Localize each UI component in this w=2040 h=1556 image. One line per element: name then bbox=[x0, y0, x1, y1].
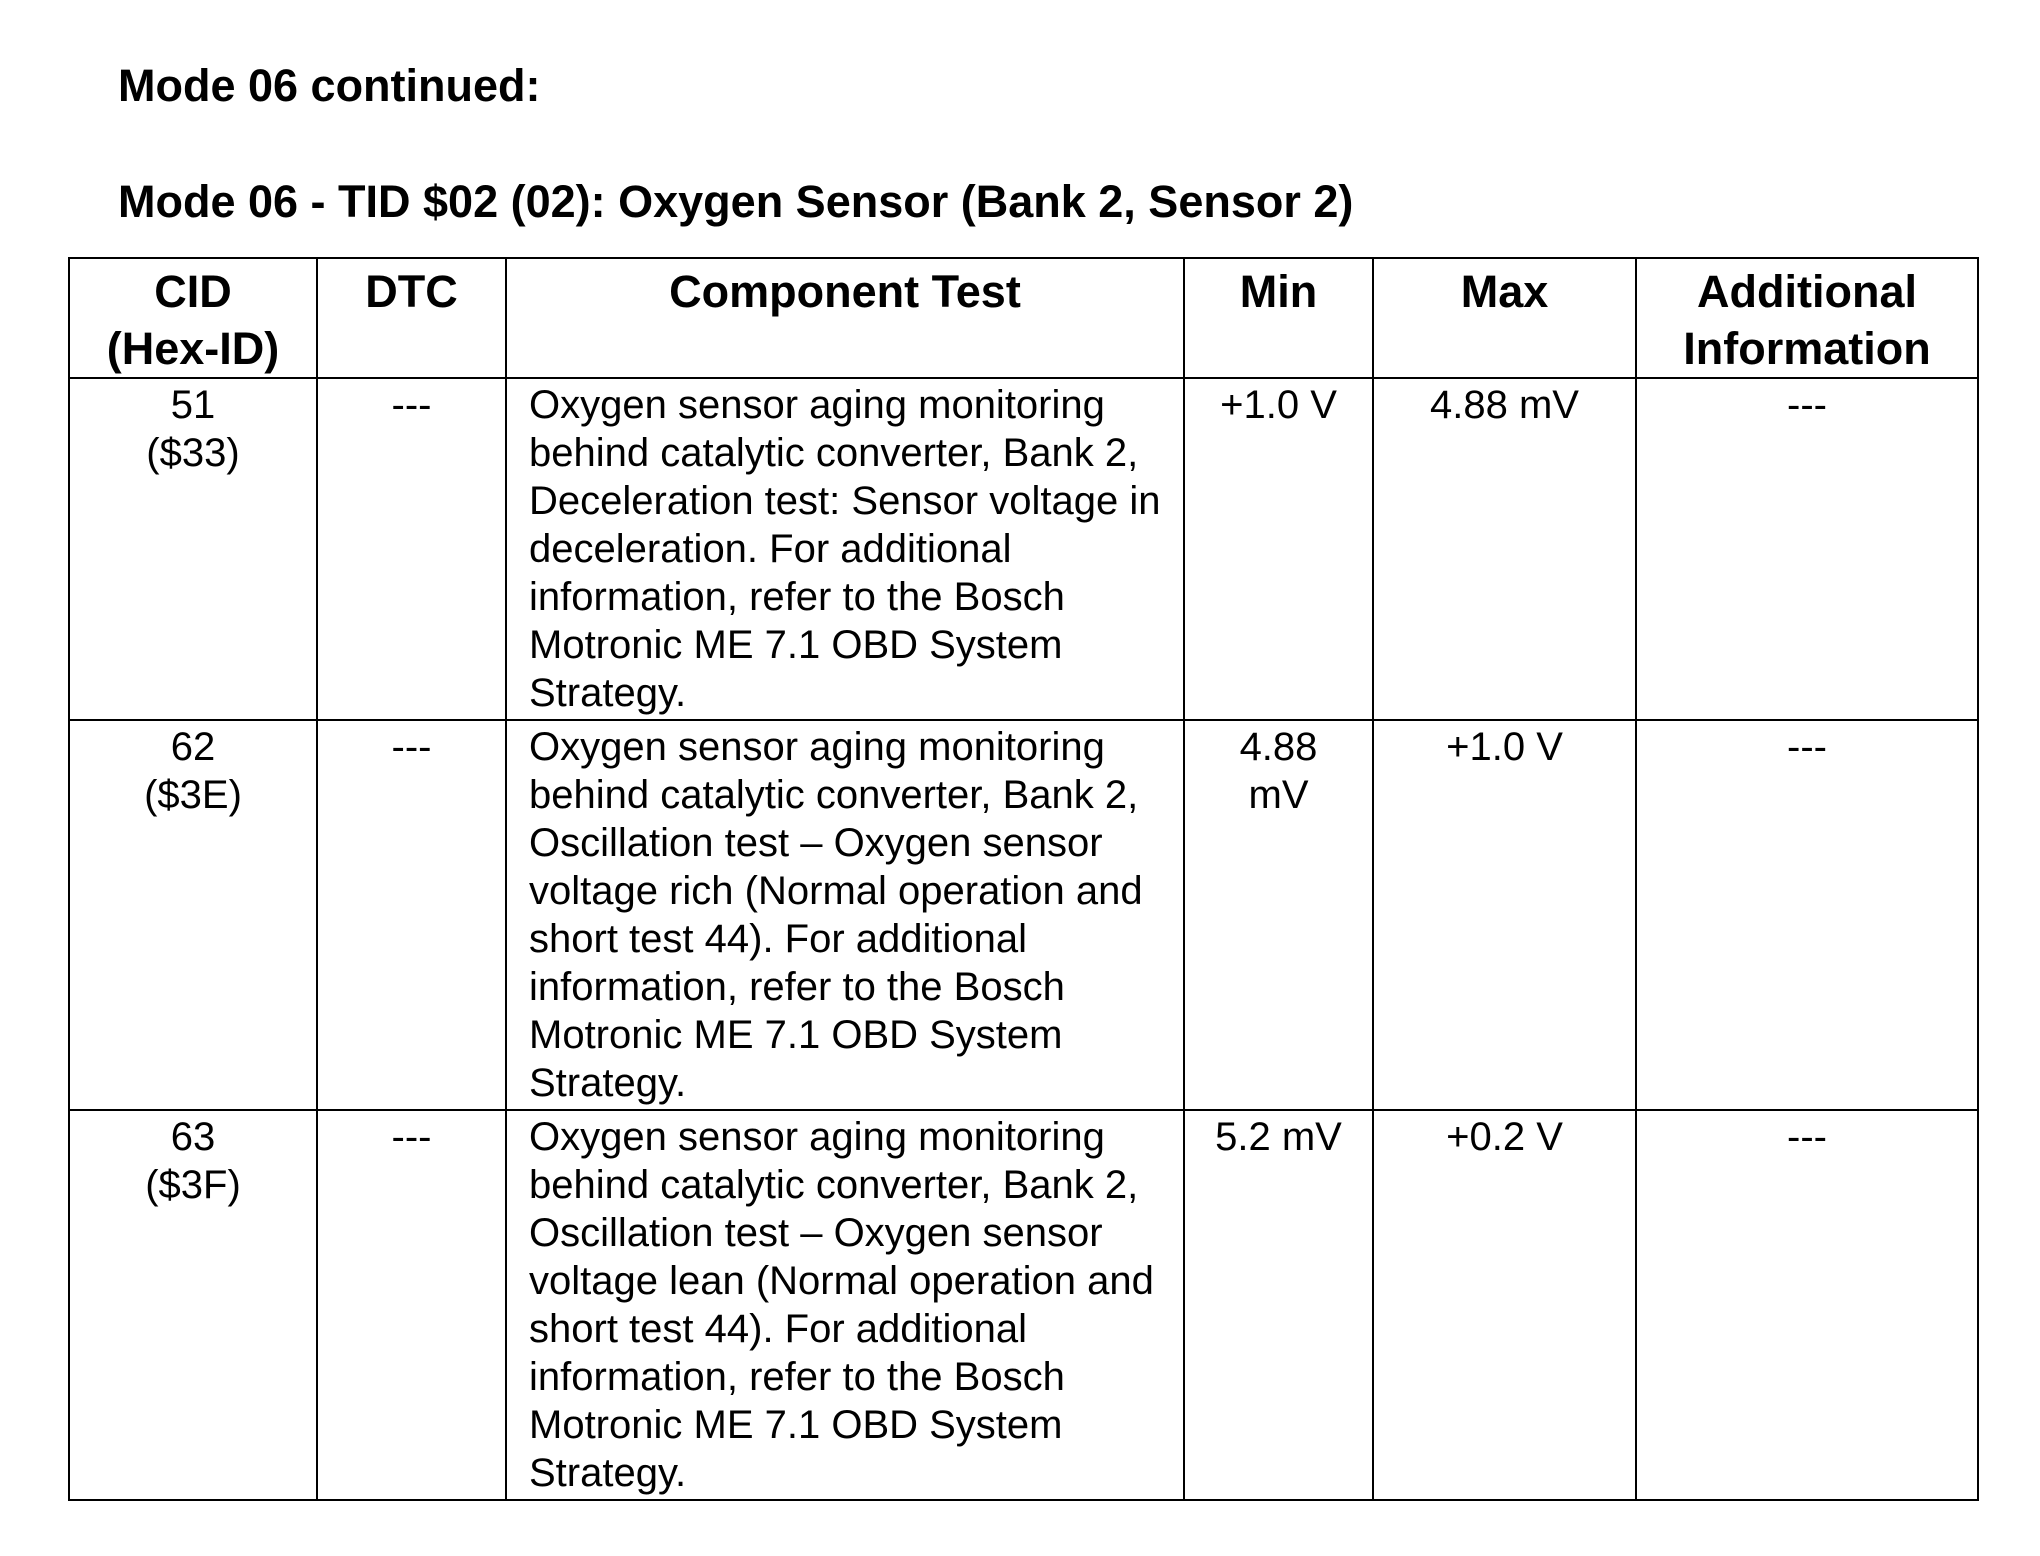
cid-value: 63 bbox=[170, 1115, 216, 1159]
cell-dtc: --- bbox=[317, 720, 506, 1110]
cell-component-test: Oxygen sensor aging monitoring behind catalytic converter, Bank 2, Deceleration test: Sensor voltage in deceleration. For additional information, refer to the Bosch Motronic ME 7.1 OBD System Strategy. bbox=[506, 378, 1184, 720]
table-row bbox=[69, 1110, 1978, 1500]
cell-dtc: --- bbox=[317, 1110, 506, 1500]
cell-max: +1.0 V bbox=[1373, 720, 1636, 1110]
table-title: Mode 06 - TID $02 (02): Oxygen Sensor (Bank 2, Sensor 2) bbox=[118, 176, 1354, 227]
cell-additional-information: --- bbox=[1636, 378, 1978, 720]
cell-dtc: --- bbox=[317, 378, 506, 720]
header-cid-line1: CID bbox=[154, 266, 232, 317]
header-max: Max bbox=[1373, 258, 1636, 378]
table-header-row bbox=[69, 258, 1978, 378]
section-heading: Mode 06 continued: bbox=[118, 60, 541, 111]
cell-max: 4.88 mV bbox=[1373, 378, 1636, 720]
mode06-table bbox=[68, 257, 1979, 1501]
hex-id-value: ($33) bbox=[146, 431, 240, 475]
hex-id-value: ($3E) bbox=[144, 773, 242, 817]
header-dtc: DTC bbox=[317, 258, 506, 378]
table-row bbox=[69, 720, 1978, 1110]
hex-id-value: ($3F) bbox=[145, 1163, 241, 1207]
header-cid bbox=[69, 258, 317, 378]
cell-min: 5.2 mV bbox=[1184, 1110, 1373, 1500]
cell-additional-information: --- bbox=[1636, 1110, 1978, 1500]
cell-component-test: Oxygen sensor aging monitoring behind catalytic converter, Bank 2, Oscillation test – Oxygen sensor voltage lean (Normal operation and short test 44). For additional information, refer to the Bosch Motronic ME 7.1 OBD System Strategy. bbox=[506, 1110, 1184, 1500]
header-min: Min bbox=[1184, 258, 1373, 378]
header-additional-line1: Additional bbox=[1697, 266, 1917, 317]
header-cid-line2: (Hex-ID) bbox=[106, 323, 280, 374]
header-component-test: Component Test bbox=[506, 258, 1184, 378]
cell-cid bbox=[69, 378, 317, 720]
cid-value: 62 bbox=[170, 725, 216, 769]
cell-max: +0.2 V bbox=[1373, 1110, 1636, 1500]
header-additional-line2: Information bbox=[1683, 323, 1931, 374]
cid-value: 51 bbox=[170, 383, 216, 427]
cell-additional-information: --- bbox=[1636, 720, 1978, 1110]
cell-component-test: Oxygen sensor aging monitoring behind catalytic converter, Bank 2, Oscillation test – Oxygen sensor voltage rich (Normal operation and short test 44). For additional information, refer to the Bosch Motronic ME 7.1 OBD System Strategy. bbox=[506, 720, 1184, 1110]
cell-cid bbox=[69, 720, 317, 1110]
header-additional-information bbox=[1636, 258, 1978, 378]
table-row bbox=[69, 378, 1978, 720]
cell-min: 4.88 mV bbox=[1184, 720, 1373, 1110]
cell-min: +1.0 V bbox=[1184, 378, 1373, 720]
cell-cid bbox=[69, 1110, 317, 1500]
